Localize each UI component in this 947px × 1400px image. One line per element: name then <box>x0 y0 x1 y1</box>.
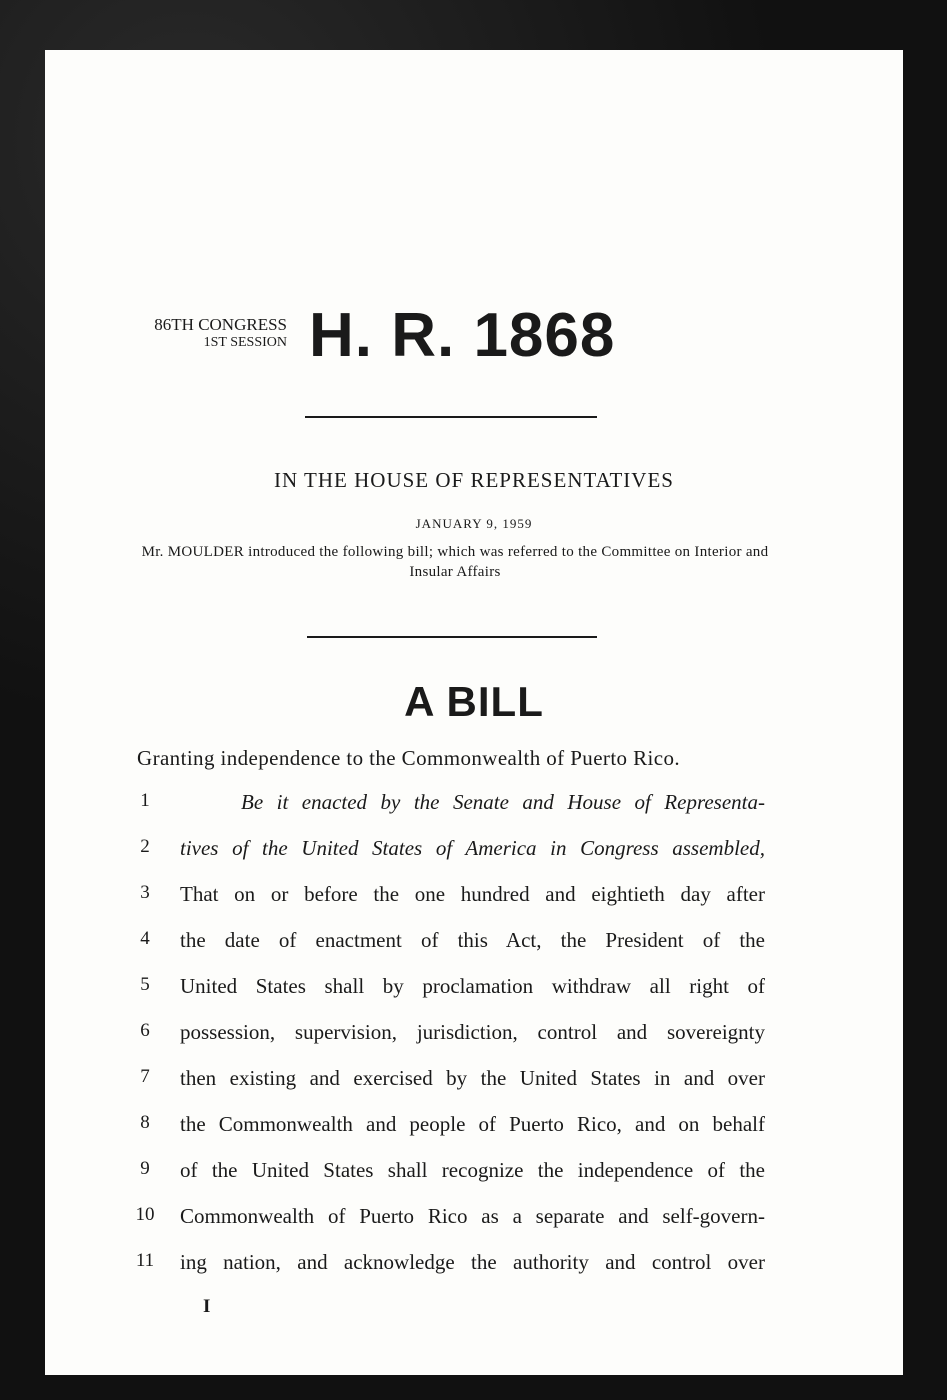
line-number: 4 <box>140 928 150 949</box>
session-label: 1ST SESSION <box>203 335 287 350</box>
numbered-line <box>45 1020 903 1050</box>
congress-label: 86TH CONGRESS <box>154 315 287 334</box>
line-text: of the United States shall recognize the independence of the <box>180 1158 765 1182</box>
numbered-line <box>45 1204 903 1234</box>
line-text: United States shall by proclamation withdraw all right of <box>180 974 765 998</box>
numbered-line <box>45 790 903 820</box>
line-text: the Commonwealth and people of Puerto Rico, and on behalf <box>180 1112 765 1136</box>
divider-rule <box>307 636 597 638</box>
numbered-line <box>45 928 903 958</box>
introduction-statement: Mr. MOULDER introduced the following bill; which was referred to the Committee on Interior and Insular Affairs <box>141 544 769 580</box>
line-number: 11 <box>135 1250 155 1271</box>
line-text: the date of enactment of this Act, the President of the <box>180 928 765 952</box>
line-number: 7 <box>140 1066 150 1087</box>
line-number: 2 <box>140 836 150 857</box>
line-text: then existing and exercised by the United States in and over <box>180 1066 765 1090</box>
bill-number: H. R. 1868 <box>309 301 616 370</box>
numbered-line <box>45 1112 903 1142</box>
bill-header <box>137 301 737 388</box>
chamber-heading: IN THE HOUSE OF REPRESENTATIVES <box>274 468 674 492</box>
line-number: 6 <box>140 1020 150 1041</box>
introduction-date: JANUARY 9, 1959 <box>415 516 533 531</box>
line-number: 3 <box>140 882 150 903</box>
line-number: 1 <box>140 790 150 811</box>
numbered-line <box>45 1158 903 1188</box>
line-number: 5 <box>140 974 150 995</box>
print-mark: I <box>203 1296 211 1317</box>
divider-rule <box>305 416 597 418</box>
numbered-line <box>45 1250 903 1280</box>
numbered-line <box>45 974 903 1004</box>
line-text: ing nation, and acknowledge the authority and control over <box>180 1250 765 1274</box>
bill-purpose: Granting independence to the Commonwealth of Puerto Rico. <box>137 746 681 770</box>
line-text: tives of the United States of America in Congress assembled, <box>180 836 765 860</box>
numbered-line <box>45 882 903 912</box>
line-number: 8 <box>140 1112 150 1133</box>
line-text: Commonwealth of Puerto Rico as a separate and self-govern- <box>180 1204 765 1228</box>
line-number: 9 <box>140 1158 150 1179</box>
line-text: That on or before the one hundred and eightieth day after <box>180 882 765 906</box>
numbered-line <box>45 836 903 866</box>
bill-heading: A BILL <box>404 678 544 725</box>
line-text: Be it enacted by the Senate and House of Representa- <box>241 790 765 814</box>
line-text: possession, supervision, jurisdiction, control and sovereignty <box>180 1020 765 1044</box>
document-page <box>45 50 903 1375</box>
line-number: 10 <box>135 1204 155 1225</box>
numbered-line <box>45 1066 903 1096</box>
congress-session <box>137 316 287 352</box>
